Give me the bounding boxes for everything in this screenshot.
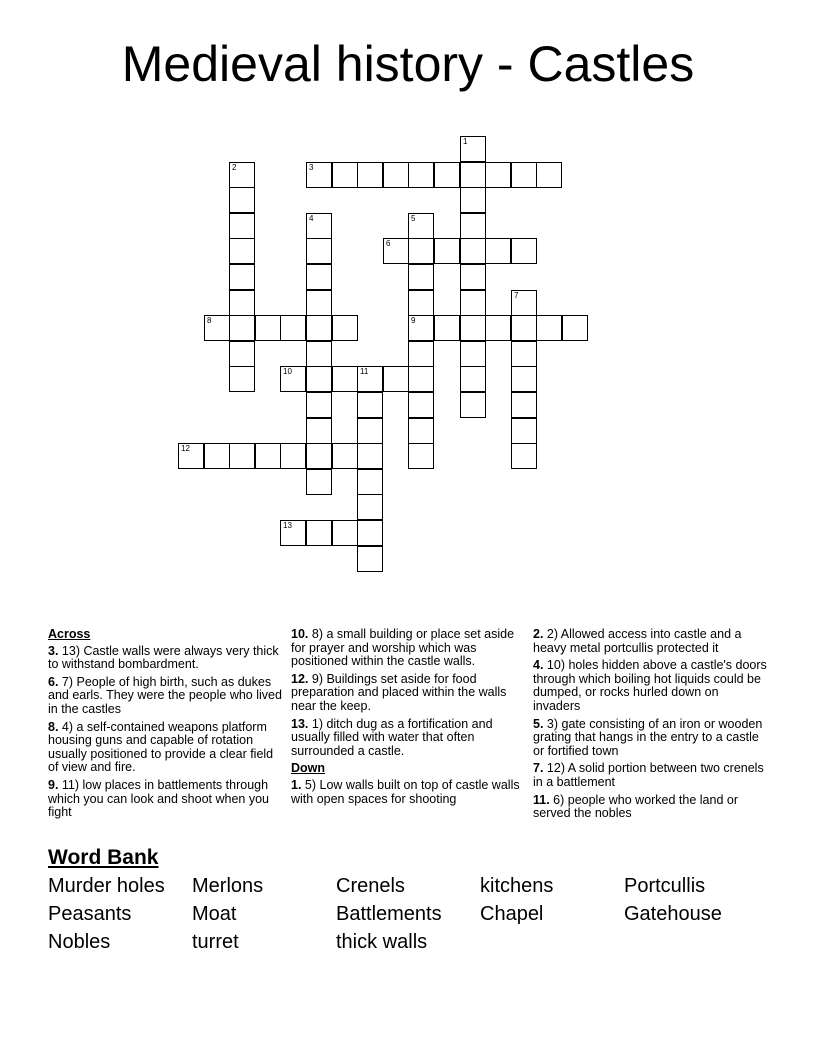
crossword-cell[interactable] bbox=[383, 238, 409, 264]
clue-number: 3 bbox=[309, 163, 314, 172]
crossword-cell[interactable] bbox=[332, 366, 358, 392]
clue-number: 4 bbox=[309, 214, 314, 223]
crossword-cell[interactable] bbox=[408, 392, 434, 418]
crossword-cell[interactable] bbox=[306, 238, 332, 264]
clue-num: 1. bbox=[291, 777, 302, 792]
crossword-cell[interactable] bbox=[434, 162, 460, 188]
crossword-cell[interactable] bbox=[460, 315, 486, 341]
crossword-cell[interactable] bbox=[460, 162, 486, 188]
crossword-cell[interactable] bbox=[306, 366, 332, 392]
word-bank-word: Gatehouse bbox=[624, 903, 722, 925]
clue-number: 10 bbox=[283, 367, 292, 376]
down-heading: Down bbox=[291, 761, 326, 776]
clue-number: 13 bbox=[283, 521, 292, 530]
crossword-cell[interactable] bbox=[383, 366, 409, 392]
clue-number: 2 bbox=[232, 163, 237, 172]
crossword-cell[interactable] bbox=[306, 264, 332, 290]
word-bank-word: thick walls bbox=[336, 931, 428, 953]
clue-text: 3) gate consisting of an iron or wooden grating that hangs in the entry to a castle or fortified town bbox=[533, 716, 763, 758]
crossword-cell[interactable] bbox=[204, 315, 230, 341]
word-bank-word: Battlements bbox=[336, 903, 442, 925]
clue-text: 9) Buildings set aside for food preparation and placed within the walls near the keep. bbox=[291, 671, 507, 713]
crossword-cell[interactable] bbox=[280, 315, 306, 341]
clue-number: 9 bbox=[411, 316, 416, 325]
crossword-cell[interactable] bbox=[383, 162, 409, 188]
clue-num: 4. bbox=[533, 658, 544, 673]
clue-text: 13) Castle walls were always very thick to withstand bombardment. bbox=[48, 643, 279, 672]
crossword-cell[interactable] bbox=[357, 494, 383, 520]
clue-item bbox=[533, 718, 769, 759]
word-bank-word: Merlons bbox=[192, 875, 264, 897]
crossword-cell[interactable] bbox=[460, 290, 486, 316]
crossword-cell[interactable] bbox=[460, 264, 486, 290]
word-bank-word: Chapel bbox=[480, 903, 544, 925]
crossword-cell[interactable] bbox=[511, 238, 537, 264]
clue-text: 7) People of high birth, such as dukes and earls. They were the people who lived in the castles bbox=[48, 674, 282, 716]
word-bank-word: Portcullis bbox=[624, 875, 706, 897]
crossword-cell[interactable] bbox=[460, 392, 486, 418]
crossword-cell[interactable] bbox=[408, 341, 434, 367]
crossword-cell[interactable] bbox=[460, 341, 486, 367]
crossword-cell[interactable] bbox=[511, 443, 537, 469]
clue-num: 5. bbox=[533, 716, 544, 731]
clue-num: 7. bbox=[533, 761, 544, 776]
crossword-cell[interactable] bbox=[229, 213, 255, 239]
crossword-cell[interactable] bbox=[460, 213, 486, 239]
crossword-cell[interactable] bbox=[357, 469, 383, 495]
crossword-cell[interactable] bbox=[306, 520, 332, 546]
crossword-cell[interactable] bbox=[306, 469, 332, 495]
crossword-cell[interactable] bbox=[280, 366, 306, 392]
clue-item bbox=[48, 676, 284, 717]
clue-number: 8 bbox=[207, 316, 212, 325]
crossword-cell[interactable] bbox=[460, 136, 486, 162]
crossword-cell[interactable] bbox=[306, 392, 332, 418]
crossword-cell[interactable] bbox=[229, 315, 255, 341]
clue-item bbox=[291, 718, 527, 759]
clue-text: 11) low places in battlements through which you can look and shoot when you fight bbox=[48, 777, 269, 820]
crossword-cell[interactable] bbox=[229, 162, 255, 188]
clue-text: 2) Allowed access into castle and a heavy metal portcullis protected it bbox=[533, 627, 742, 655]
word-bank-word: Nobles bbox=[48, 931, 111, 953]
crossword-cell[interactable] bbox=[511, 418, 537, 444]
clue-text: 5) Low walls built on top of castle walls with open spaces for shooting bbox=[291, 777, 520, 806]
clue-item bbox=[48, 779, 284, 820]
crossword-cell[interactable] bbox=[229, 238, 255, 264]
crossword-cell[interactable] bbox=[332, 443, 358, 469]
crossword-cell[interactable] bbox=[229, 264, 255, 290]
crossword-cell[interactable] bbox=[408, 264, 434, 290]
crossword-cell[interactable] bbox=[511, 290, 537, 316]
crossword-cell[interactable] bbox=[204, 443, 230, 469]
word-bank-word: Crenels bbox=[336, 875, 405, 897]
crossword-cell[interactable] bbox=[357, 392, 383, 418]
crossword-cell[interactable] bbox=[357, 443, 383, 469]
crossword-cell[interactable] bbox=[408, 315, 434, 341]
word-bank-word: kitchens bbox=[480, 875, 554, 897]
clue-num: 3. bbox=[48, 643, 59, 658]
clue-number: 6 bbox=[386, 239, 391, 248]
clue-number: 5 bbox=[411, 214, 416, 223]
crossword-cell[interactable] bbox=[332, 162, 358, 188]
crossword-cell[interactable] bbox=[229, 443, 255, 469]
crossword-cell[interactable] bbox=[511, 366, 537, 392]
clue-item bbox=[533, 762, 769, 789]
clue-num: 2. bbox=[533, 627, 544, 641]
clue-num: 6. bbox=[48, 674, 59, 689]
clue-item bbox=[533, 659, 769, 713]
crossword-cell[interactable] bbox=[460, 238, 486, 264]
crossword-cell[interactable] bbox=[485, 315, 511, 341]
crossword-cell[interactable] bbox=[460, 366, 486, 392]
clue-text: 12) A solid portion between two crenels in a battlement bbox=[533, 761, 764, 789]
clue-item bbox=[533, 794, 769, 821]
crossword-cell[interactable] bbox=[229, 341, 255, 367]
clue-item bbox=[48, 645, 284, 672]
clue-text: 8) a small building or place set aside for prayer and worship which was positioned within the castle walls. bbox=[291, 627, 515, 669]
word-bank-word: Peasants bbox=[48, 903, 132, 925]
clue-text: 6) people who worked the land or served the nobles bbox=[533, 792, 738, 821]
clues-column-1 bbox=[48, 628, 284, 824]
word-bank-word: Moat bbox=[192, 903, 237, 925]
clue-num: 9. bbox=[48, 777, 59, 792]
crossword-cell[interactable] bbox=[332, 520, 358, 546]
clues-column-2 bbox=[291, 628, 527, 810]
clue-num: 13. bbox=[291, 716, 309, 731]
clue-item bbox=[533, 628, 769, 655]
crossword-cell[interactable] bbox=[306, 341, 332, 367]
crossword-cell[interactable] bbox=[511, 341, 537, 367]
clue-num: 11. bbox=[533, 792, 550, 807]
crossword-cell[interactable] bbox=[229, 187, 255, 213]
crossword-cell[interactable] bbox=[357, 162, 383, 188]
crossword-cell[interactable] bbox=[562, 315, 588, 341]
crossword-cell[interactable] bbox=[357, 418, 383, 444]
crossword-cell[interactable] bbox=[280, 443, 306, 469]
crossword-cell[interactable] bbox=[485, 162, 511, 188]
crossword-cell[interactable] bbox=[229, 290, 255, 316]
crossword-cell[interactable] bbox=[255, 443, 281, 469]
clues-column-3 bbox=[533, 628, 769, 825]
crossword-cell[interactable] bbox=[306, 315, 332, 341]
clue-num: 10. bbox=[291, 627, 309, 641]
clue-text: 4) a self-contained weapons platform housing guns and capable of rotation usually positioned to provide a clear field of view and fire. bbox=[48, 719, 274, 775]
word-bank-word: Murder holes bbox=[48, 875, 165, 897]
clue-number: 7 bbox=[514, 291, 519, 300]
clue-number: 1 bbox=[463, 137, 468, 146]
clue-number: 12 bbox=[181, 444, 190, 453]
clue-text: 10) holes hidden above a castle's doors through which boiling hot liquids could be dumped, or rocks hurled down on invaders bbox=[533, 658, 767, 713]
crossword-cell[interactable] bbox=[357, 366, 383, 392]
crossword-cell[interactable] bbox=[408, 418, 434, 444]
crossword-cell[interactable] bbox=[306, 290, 332, 316]
crossword-cell[interactable] bbox=[485, 238, 511, 264]
clue-num: 12. bbox=[291, 671, 309, 686]
crossword-cell[interactable] bbox=[357, 520, 383, 546]
crossword-cell[interactable] bbox=[511, 315, 537, 341]
crossword-cell[interactable] bbox=[408, 213, 434, 239]
crossword-cell[interactable] bbox=[306, 443, 332, 469]
crossword-cell[interactable] bbox=[178, 443, 204, 469]
crossword-cell[interactable] bbox=[408, 366, 434, 392]
across-heading: Across bbox=[48, 627, 91, 641]
crossword-cell[interactable] bbox=[306, 418, 332, 444]
clue-item bbox=[291, 673, 527, 714]
crossword-cell[interactable] bbox=[536, 162, 562, 188]
crossword-cell[interactable] bbox=[357, 546, 383, 572]
clue-item bbox=[291, 628, 527, 669]
crossword-cell[interactable] bbox=[434, 238, 460, 264]
crossword-cell[interactable] bbox=[511, 162, 537, 188]
crossword-cell[interactable] bbox=[460, 187, 486, 213]
crossword-cell[interactable] bbox=[511, 392, 537, 418]
crossword-cell[interactable] bbox=[229, 366, 255, 392]
page-title: Medieval history - Castles bbox=[121, 36, 695, 92]
crossword-cell[interactable] bbox=[408, 162, 434, 188]
word-bank-title: Word Bank bbox=[48, 846, 159, 869]
crossword-cell[interactable] bbox=[536, 315, 562, 341]
crossword-cell[interactable] bbox=[434, 315, 460, 341]
crossword-cell[interactable] bbox=[306, 213, 332, 239]
clue-num: 8. bbox=[48, 719, 59, 734]
word-bank-word: turret bbox=[192, 931, 239, 953]
clue-item bbox=[291, 779, 527, 806]
crossword-cell[interactable] bbox=[408, 238, 434, 264]
crossword-cell[interactable] bbox=[255, 315, 281, 341]
crossword-cell[interactable] bbox=[332, 315, 358, 341]
crossword-cell[interactable] bbox=[306, 162, 332, 188]
clue-item bbox=[48, 721, 284, 775]
crossword-cell[interactable] bbox=[408, 290, 434, 316]
crossword-cell[interactable] bbox=[280, 520, 306, 546]
clue-number: 11 bbox=[360, 367, 369, 376]
crossword-cell[interactable] bbox=[408, 443, 434, 469]
clue-text: 1) ditch dug as a fortification and usually filled with water that often surrounded a castle. bbox=[291, 716, 493, 758]
